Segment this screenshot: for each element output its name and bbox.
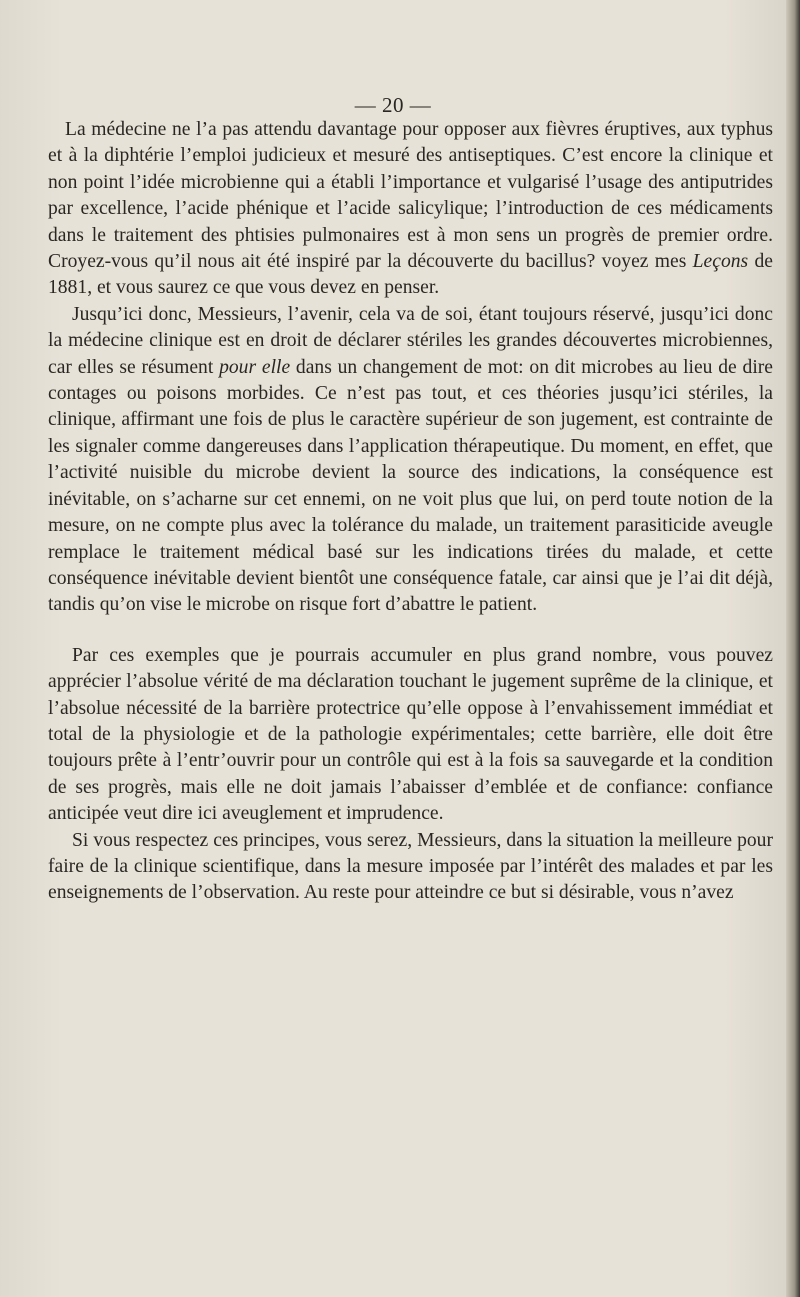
page-body-text: [48, 117, 773, 907]
paragraph-2-italic: pour elle: [219, 356, 291, 378]
paragraph-2: [48, 302, 773, 619]
paragraph-1-text-a: La médecine ne l’a pas attendu davantage pour opposer aux fièvres éruptives, aux typhus et à la diphtérie l’emploi judicieux et mesuré des antiseptiques. C’est encore la clinique et non point l’idée microbienne qui a établi l’importance et vulgarisé l’usage des antiputrides par excellence, l’acide phénique et l’acide salicylique; l’introduction de ces médicaments dans le traitement des phtisies pulmonaires est à mon sens un progrès de premier ordre. Croyez-vous qu’il nous ait été inspiré par la découverte du bacillus? voyez mes: [48, 119, 773, 273]
paragraph-2-text-a: Jusqu’ici donc, Messieurs, l’avenir, cela va de soi, étant toujours réservé, jusqu’ici donc la médecine clinique est en droit de déclarer stériles les grandes découvertes microbiennes, car elles se résument: [48, 303, 773, 378]
page-number: — 20 —: [354, 93, 432, 117]
paragraph-1-text-b: de 1881, et vous saurez ce que vous devez en penser.: [48, 251, 773, 299]
paragraph-4: Si vous respectez ces principes, vous serez, Messieurs, dans la situation la meilleure pour faire de la clinique scientifique, dans la mesure imposée par l’intérêt des malades et par les enseignements de l’observation. Au reste pour atteindre ce but si désirable, vous n’avez: [48, 829, 773, 904]
page-edge: [786, 0, 800, 1297]
paragraph-1: [48, 117, 773, 302]
paragraph-3: Par ces exemples que je pourrais accumuler en plus grand nombre, vous pouvez apprécier l’absolue vérité de ma déclaration touchant le jugement suprême de la clinique, et l’absolue nécessité de la barrière protectrice qu’elle oppose à l’envahissement immédiat et total de la physiologie et de la pathologie expérimentales; cette barrière, elle doit être toujours prête à l’entr’ouvrir pour un contrôle qui est à la fois sa sauvegarde et la condition de ses progrès, mais elle ne doit jamais l’abaisser d’emblée et de confiance: confiance anticipée veut dire ici aveuglement et imprudence.: [48, 644, 773, 825]
paragraph-2-text-b: dans un changement de mot: on dit microbes au lieu de dire contages ou poisons morbides. Ce n’est pas tout, et ces théories jusqu’ici stériles, la clinique, affirmant une fois de plus le caractère supérieur de son jugement, est contrainte de les signaler comme dangereuses dans l’application thérapeutique. Du moment, en effet, que l’activité nuisible du microbe devient la source des indications, la conséquence est inévitable, on s’acharne sur cet ennemi, on ne voit plus que lui, on perd toute notion de la mesure, on ne compte plus avec la tolérance du malade, un traitement parasiticide aveugle remplace le traitement médical basé sur les indications tirées du malade, et cette conséquence inévitable devient bientôt une conséquence fatale, car ainsi que je l’ai dit déjà, tandis qu’on vise le microbe on risque fort d’abattre le patient.: [48, 356, 773, 616]
paragraph-1-italic: Leçons: [692, 251, 749, 273]
